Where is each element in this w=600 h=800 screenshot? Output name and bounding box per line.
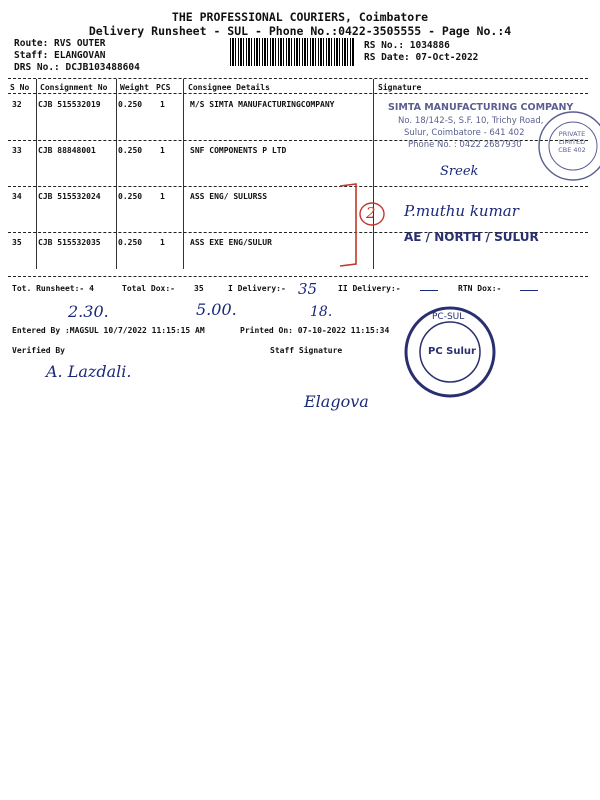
col-consignment: Consignment No (40, 83, 108, 92)
ii-delivery-label: II Delivery:- (338, 284, 401, 293)
table-row-pcs: 1 (160, 238, 165, 247)
handwritten-count: 18. (310, 304, 333, 320)
dash-mark (420, 290, 438, 291)
col-sno: S No (10, 83, 30, 92)
staff-label: Staff: ELANGOVAN (14, 50, 106, 61)
col-signature: Signature (378, 83, 422, 92)
table-row-weight: 0.250 (118, 100, 143, 109)
table-row-sno: 34 (12, 192, 22, 201)
table-row-pcs: 1 (160, 192, 165, 201)
table-row-consignee: ASS ENG/ SULURSS (190, 192, 268, 201)
runsheet-subtitle: Delivery Runsheet - SUL - Phone No.:0422-3505555 - Page No.:4 (88, 24, 512, 38)
simta-stamp-line2: No. 18/142-S, S.F. 10, Trichy Road, (398, 116, 544, 126)
total-runsheet: Tot. Runsheet:- 4 (12, 284, 94, 293)
i-delivery-hand: 35 (298, 280, 318, 298)
handwritten-time-in: 5.00. (196, 300, 237, 319)
seal-ring-text: PRIVATE LIMITED CBE 402 (558, 130, 586, 154)
col-divider (36, 79, 37, 269)
table-top-rule (8, 78, 588, 79)
barcode-graphic (230, 38, 355, 66)
circled-mark-text: 2 (366, 204, 376, 222)
dash-mark (520, 290, 538, 291)
table-row-consignee: ASS EXE ENG/SULUR (190, 238, 272, 247)
i-delivery-label: I Delivery:- (228, 284, 286, 293)
handwritten-time-out: 2.30. (68, 302, 109, 321)
drs-label: DRS No.: DCJB103488604 (14, 62, 140, 73)
route-label: Route: RVS OUTER (14, 38, 106, 49)
red-bracket-mark (330, 180, 390, 270)
table-row-consignment: CJB 515532024 (38, 192, 101, 201)
total-dox-label: Total Dox:- (122, 284, 175, 293)
total-dox-value: 35 (194, 284, 204, 293)
col-divider (183, 79, 184, 269)
simta-stamp-line4: Phone No. : 0422 2687930 (408, 140, 522, 150)
table-row-consignment: CJB 88848001 (38, 146, 96, 155)
staff-signature: Elagova (304, 392, 369, 411)
rtn-dox-label: RTN Dox:- (458, 284, 502, 293)
rs-date: RS Date: 07-Oct-2022 (364, 52, 479, 63)
pc-stamp-outer-text: PC-SUL (432, 312, 465, 322)
table-row-weight: 0.250 (118, 192, 143, 201)
table-row-weight: 0.250 (118, 146, 143, 155)
row-signature: P.muthu kumar (404, 202, 519, 220)
table-row-consignee: SNF COMPONENTS P LTD (190, 146, 287, 155)
row-rule (8, 186, 588, 187)
ae-north-stamp: AE / NORTH / SULUR (404, 230, 539, 244)
table-row-pcs: 1 (160, 146, 165, 155)
col-consignee: Consignee Details (188, 83, 270, 92)
col-divider (116, 79, 117, 269)
entered-by: Entered By :MAGSUL 10/7/2022 11:15:15 AM (12, 326, 205, 335)
company-title: THE PROFESSIONAL COURIERS, Coimbatore (171, 10, 429, 24)
table-row-consignee: M/S SIMTA MANUFACTURINGCOMPANY (190, 100, 335, 109)
table-row-pcs: 1 (160, 100, 165, 109)
col-weight: Weight (120, 83, 149, 92)
verified-by-label: Verified By (12, 346, 65, 355)
pc-stamp-inner-text: PC Sulur (428, 346, 476, 357)
staff-signature-label: Staff Signature (270, 346, 343, 355)
table-row-sno: 33 (12, 146, 22, 155)
table-row-consignment: CJB 515532019 (38, 100, 101, 109)
col-pcs: PCS (156, 83, 171, 92)
printed-on: Printed On: 07-10-2022 11:15:34 (240, 326, 390, 335)
table-header-rule (8, 93, 588, 94)
row-signature: Sreek (440, 164, 479, 179)
table-row-sno: 32 (12, 100, 22, 109)
table-row-consignment: CJB 515532035 (38, 238, 101, 247)
verified-signature: A. Lazdali. (46, 362, 132, 381)
rs-number: RS No.: 1034886 (364, 40, 450, 51)
simta-stamp-line3: Sulur, Coimbatore - 641 402 (404, 128, 525, 138)
table-row-weight: 0.250 (118, 238, 143, 247)
table-row-sno: 35 (12, 238, 22, 247)
table-bottom-rule (8, 276, 588, 277)
simta-stamp-line1: SIMTA MANUFACTURING COMPANY (388, 102, 574, 113)
